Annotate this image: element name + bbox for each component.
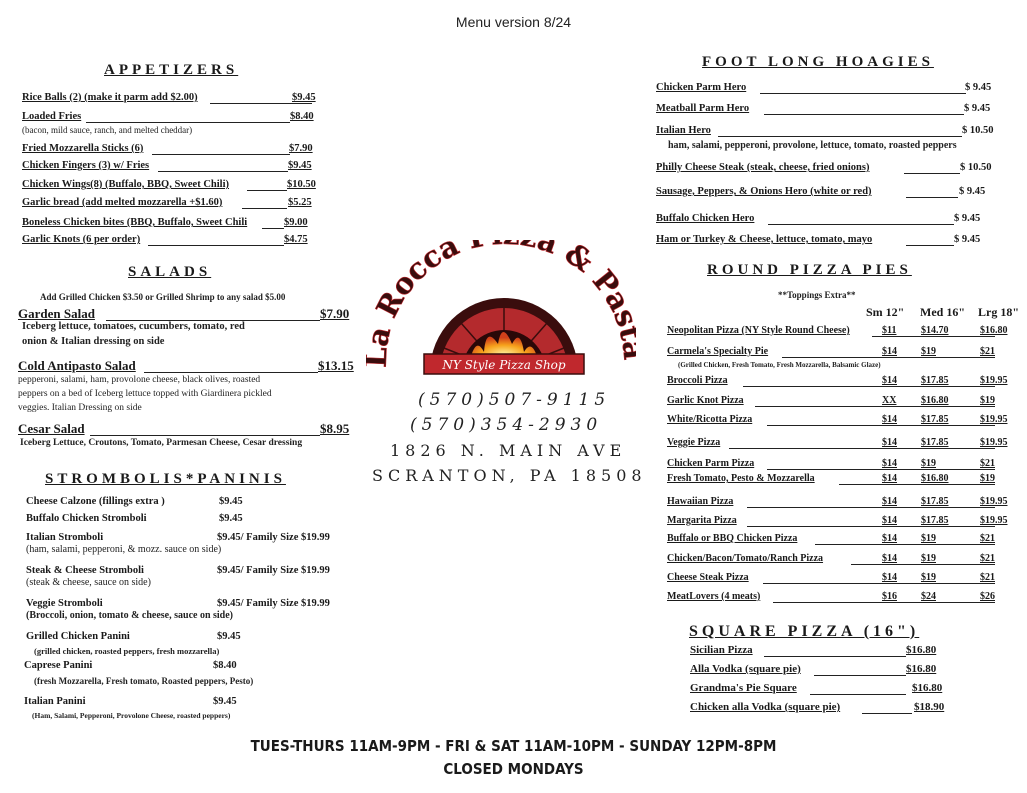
price-medium: $17.85 (921, 414, 949, 425)
price-large: $19 (980, 473, 995, 484)
item-description: (ham, salami, pepperoni, & mozz. sauce on side) (26, 544, 222, 555)
list-item-name: Buffalo Chicken Stromboli (26, 513, 147, 524)
price-small: $16 (882, 591, 897, 602)
price-medium: $14.70 (921, 325, 949, 336)
price-large: $21 (980, 533, 995, 544)
price-large: $21 (980, 346, 995, 357)
item-description: (steak & cheese, sauce on side) (26, 577, 151, 588)
item-description: (Grilled Chicken, Fresh Tomato, Fresh Mozzarella, Balsamic Glaze) (678, 361, 881, 369)
price-medium: $16.80 (921, 473, 949, 484)
list-item-price: $8.40 (213, 660, 237, 671)
address-line: SCRANTON, PA 18508 (372, 466, 647, 485)
pizza-name: Margarita Pizza (667, 515, 737, 526)
price-large: $19 (980, 395, 995, 406)
price-small: XX (882, 395, 897, 406)
price-small: $14 (882, 515, 897, 526)
pizza-name: Fresh Tomato, Pesto & Mozzarella (667, 473, 815, 484)
list-item-price: $9.45/ Family Size $19.99 (217, 532, 330, 543)
list-item-name: Grilled Chicken Panini (26, 631, 130, 642)
price-small: $14 (882, 437, 897, 448)
price-medium: $19 (921, 346, 936, 357)
hoagies-title: FOOT LONG HOAGIES (702, 54, 934, 70)
address-line: 1826 N. MAIN AVE (390, 441, 627, 460)
item-description: ham, salami, pepperoni, provolone, lettuce, tomato, roasted peppers (668, 140, 957, 151)
price-small: $14 (882, 553, 897, 564)
price-large: $19.95 (980, 496, 1008, 507)
pizza-name: Chicken/Bacon/Tomato/Ranch Pizza (667, 553, 824, 564)
pizza-name: Chicken Parm Pizza (667, 458, 755, 469)
pizza-oven-icon (366, 240, 636, 380)
item-description: pepperoni, salami, ham, provolone cheese, black olives, roasted (18, 375, 261, 385)
phone-number[interactable]: (570)507-9115 (418, 390, 611, 410)
appetizers-title: APPETIZERS (104, 62, 239, 78)
price-medium: $17.85 (921, 437, 949, 448)
list-item-name: Italian Stromboli (26, 532, 104, 543)
list-item-name: Steak & Cheese Stromboli (26, 565, 144, 576)
price-small: $14 (882, 458, 897, 469)
price-medium: $17.85 (921, 496, 949, 507)
price-medium: $17.85 (921, 375, 949, 386)
list-item-name: Veggie Stromboli (26, 598, 103, 609)
size-header: Sm 12" (866, 305, 905, 319)
pizza-name: Veggie Pizza (667, 437, 721, 448)
price-small: $14 (882, 533, 897, 544)
item-description: Iceberg lettuce, tomatoes, cucumbers, tomato, red (22, 321, 245, 332)
price-medium: $19 (921, 553, 936, 564)
price-medium: $24 (921, 591, 936, 602)
salads-title: SALADS (128, 264, 212, 280)
pizza-name: Garlic Knot Pizza (667, 395, 744, 406)
pizza-name: Carmela's Specialty Pie (667, 346, 769, 357)
size-header: Med 16" (920, 305, 965, 319)
price-large: $19.95 (980, 414, 1008, 425)
price-small: $14 (882, 375, 897, 386)
list-item-price: $9.45 (219, 513, 243, 524)
list-item-price: $9.45/ Family Size $19.99 (217, 565, 330, 576)
item-description: veggies. Italian Dressing on side (18, 403, 142, 413)
item-description: (fresh Mozzarella, Fresh tomato, Roasted peppers, Pesto) (34, 676, 254, 686)
price-large: $21 (980, 553, 995, 564)
pizza-name: Buffalo or BBQ Chicken Pizza (667, 533, 798, 544)
list-item-price: $9.45/ Family Size $19.99 (217, 598, 330, 609)
item-description: onion & Italian dressing on side (22, 336, 165, 347)
hours-line: TUES-THURS 11AM-9PM - FRI & SAT 11AM-10PM - SUNDAY 12PM-8PM (250, 737, 777, 755)
item-description: (bacon, mild sauce, ranch, and melted cheddar) (22, 125, 193, 135)
list-item-price: $9.45 (219, 496, 243, 507)
item-description: (Broccoli, onion, tomato & cheese, sauce on side) (26, 610, 234, 621)
list-item-price: $9.45 (213, 696, 237, 707)
pizza-name: Neopolitan Pizza (NY Style Round Cheese) (667, 325, 850, 336)
price-small: $14 (882, 414, 897, 425)
price-medium: $19 (921, 533, 936, 544)
item-description: peppers on a bed of Iceberg lettuce topped with Giardinera pickled (18, 389, 272, 399)
salads-note: Add Grilled Chicken $3.50 or Grilled Shrimp to any salad $5.00 (40, 292, 286, 302)
logo (366, 240, 636, 380)
price-medium: $19 (921, 458, 936, 469)
price-large: $16.80 (980, 325, 1008, 336)
list-item-name: Italian Panini (24, 696, 86, 707)
pizza-name: Broccoli Pizza (667, 375, 728, 386)
price-large: $26 (980, 591, 995, 602)
list-item-name: Cheese Calzone (fillings extra ) (26, 496, 165, 507)
phone-number[interactable]: (570)354-2930 (410, 415, 603, 435)
price-small: $14 (882, 346, 897, 357)
list-item-name: Caprese Panini (24, 660, 93, 671)
price-large: $19.95 (980, 375, 1008, 386)
price-large: $19.95 (980, 515, 1008, 526)
price-small: $11 (882, 325, 897, 336)
price-large: $21 (980, 572, 995, 583)
pizza-name: Cheese Steak Pizza (667, 572, 749, 583)
toppings-note: **Toppings Extra** (778, 290, 856, 300)
item-description: (grilled chicken, roasted peppers, fresh mozzarella) (34, 646, 220, 656)
closed-note: CLOSED MONDAYS (443, 760, 584, 778)
item-description: (Ham, Salami, Pepperoni, Provolone Cheese, roasted peppers) (32, 711, 231, 720)
pizza-name: White/Ricotta Pizza (667, 414, 753, 425)
pizza-name: MeatLovers (4 meats) (667, 591, 761, 602)
price-large: $21 (980, 458, 995, 469)
stromboli-title: STROMBOLIS*PANINIS (45, 471, 286, 487)
price-large: $19.95 (980, 437, 1008, 448)
price-medium: $19 (921, 572, 936, 583)
size-header: Lrg 18" (978, 305, 1019, 319)
price-small: $14 (882, 572, 897, 583)
square-pizza-title: SQUARE PIZZA (16") (689, 623, 920, 640)
svg-text:NY Style Pizza Shop: NY Style Pizza Shop (442, 358, 566, 372)
price-medium: $17.85 (921, 515, 949, 526)
price-medium: $16.80 (921, 395, 949, 406)
svg-text:La Rocca Pizza & Pasta: Rocca a & Pa (369, 240, 636, 323)
list-item-price: $9.45 (217, 631, 241, 642)
price-small: $14 (882, 473, 897, 484)
item-description: Iceberg Lettuce, Croutons, Tomato, Parmesan Cheese, Cesar dressing (20, 438, 303, 448)
round-pizza-title: ROUND PIZZA PIES (707, 262, 912, 278)
menu-version: Menu version 8/24 (455, 14, 572, 30)
price-small: $14 (882, 496, 897, 507)
pizza-name: Hawaiian Pizza (667, 496, 734, 507)
